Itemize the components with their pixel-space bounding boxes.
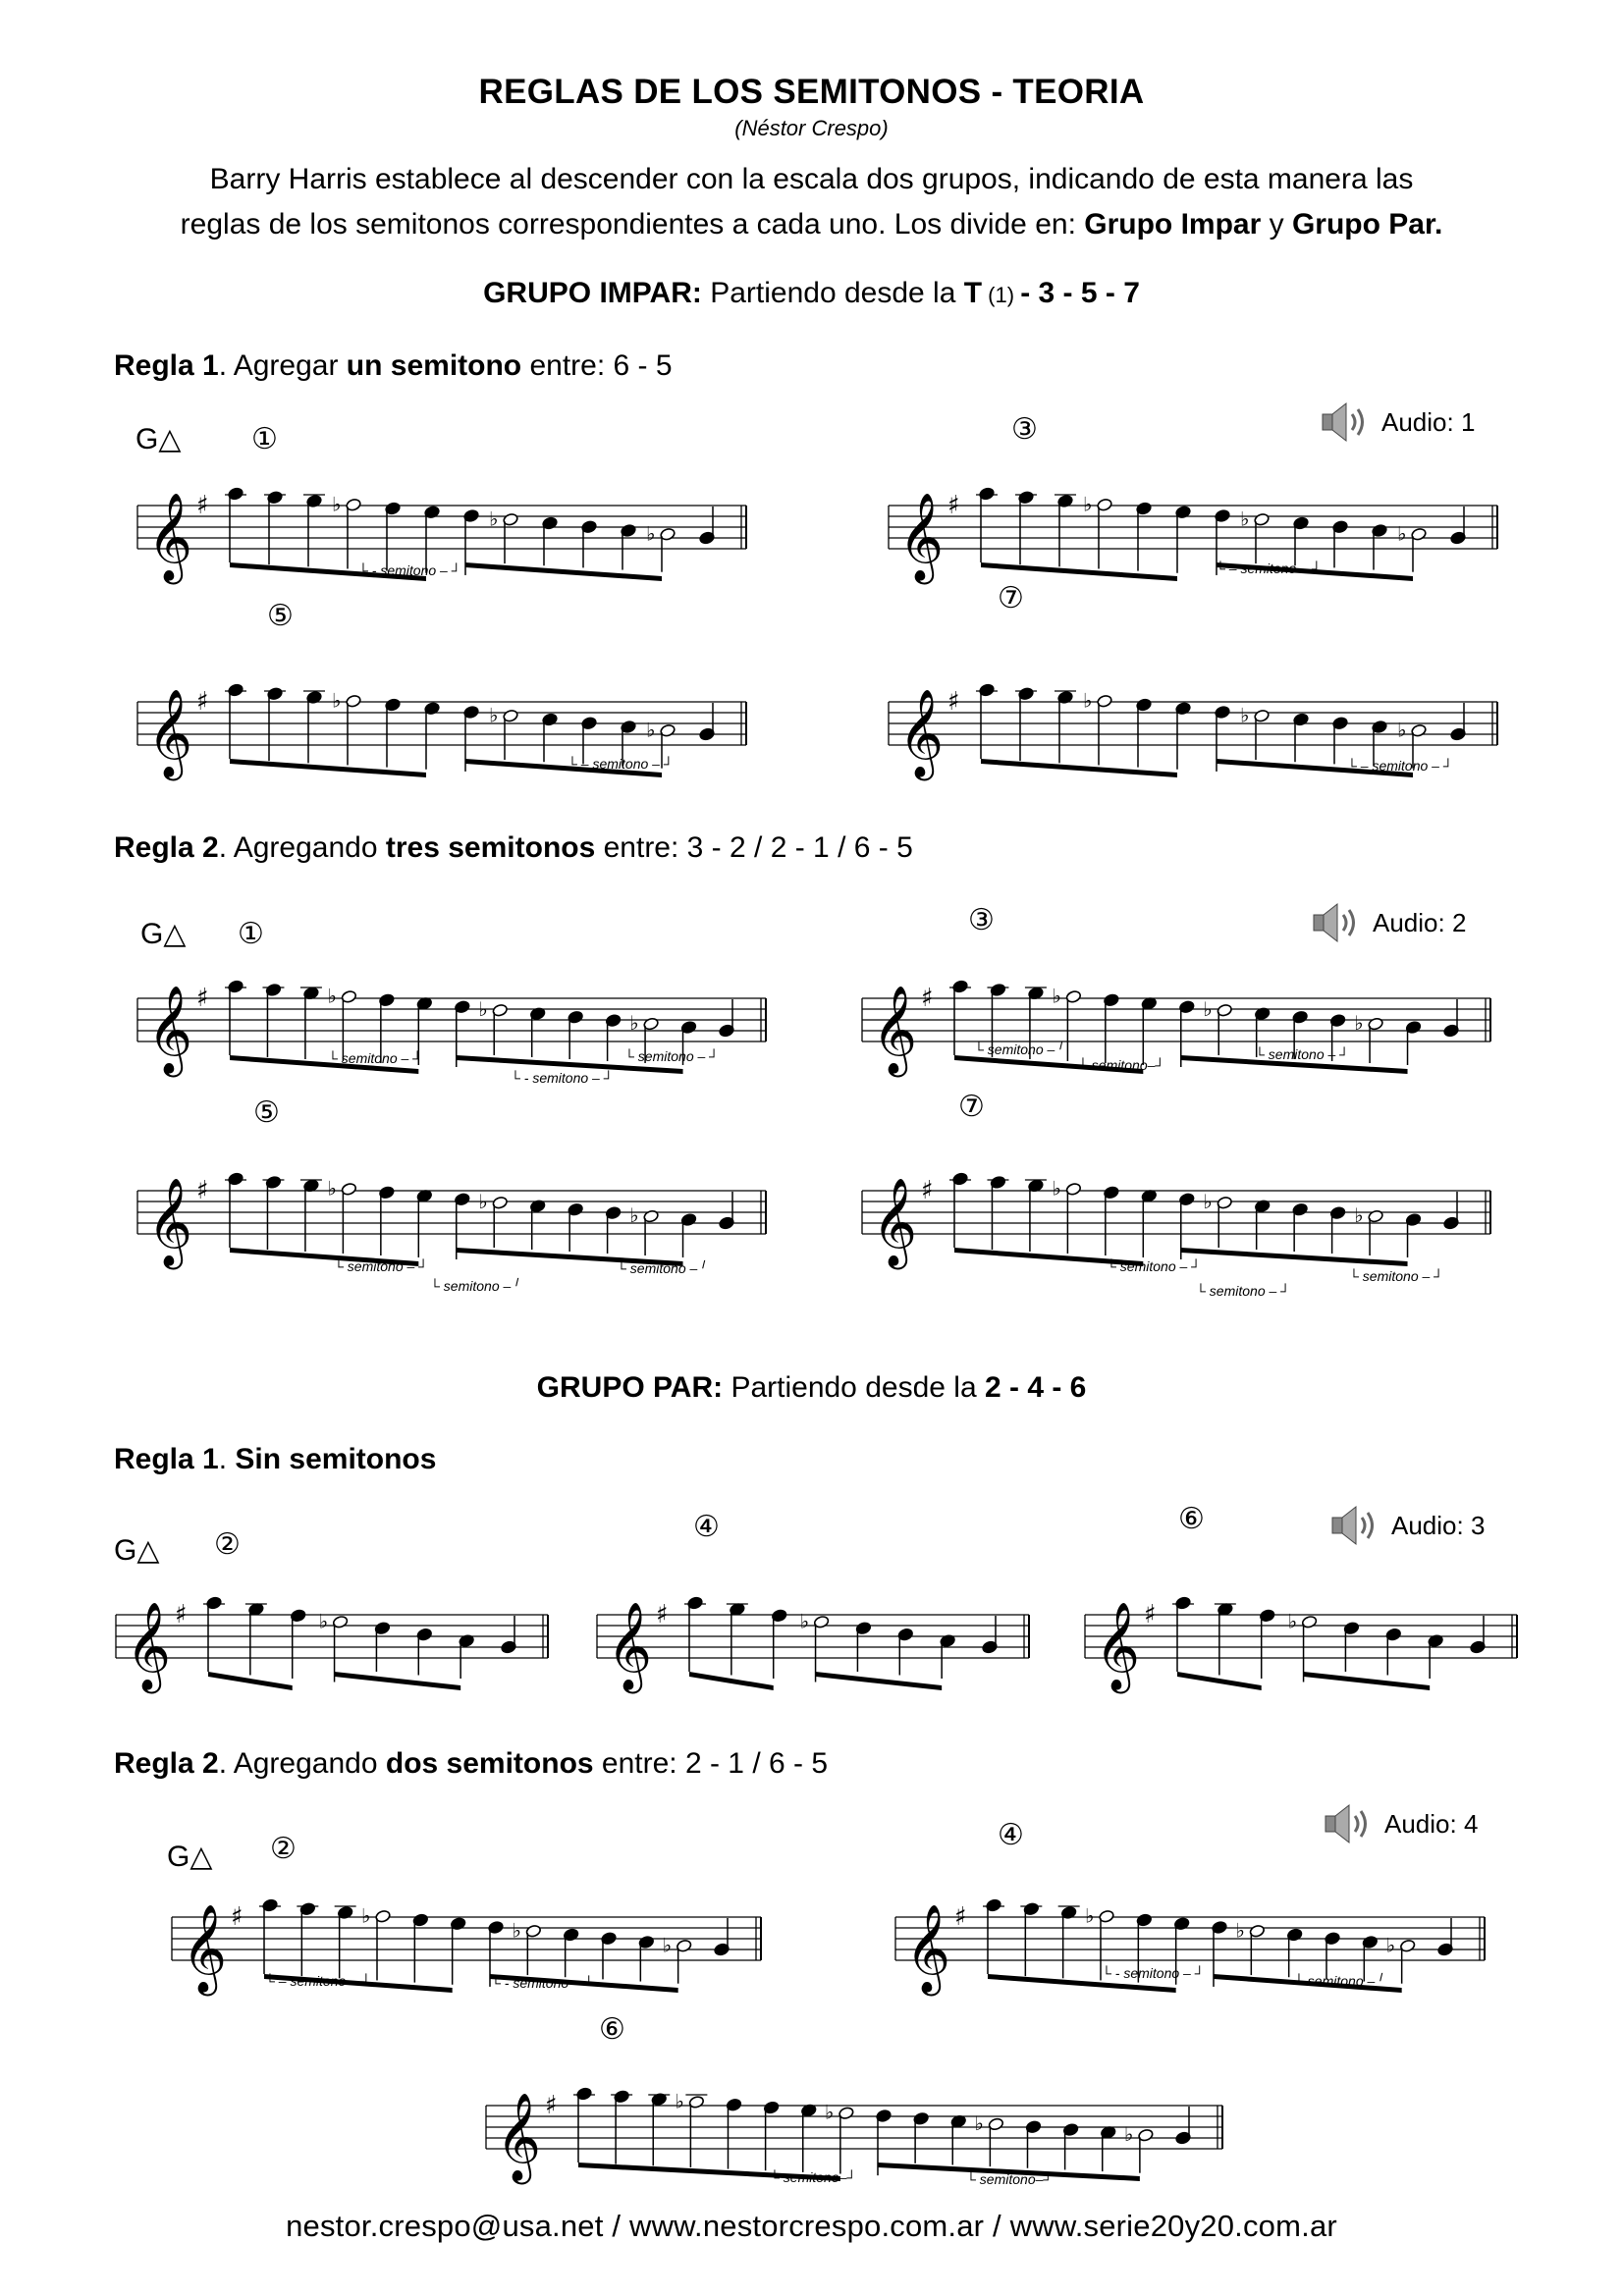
semitono-label: └ semitono –╵ — [617, 1260, 706, 1276]
beam — [981, 562, 1177, 581]
flat-icon: ♭ — [974, 2110, 984, 2135]
semitono-label: └ semitono – ┘ — [1255, 1046, 1350, 1062]
audio-3[interactable] — [1330, 1504, 1485, 1547]
flat-icon: ♭ — [629, 1203, 639, 1228]
treble-clef-icon: 𝄞 — [898, 689, 945, 777]
audio-label: Audio: 2 — [1373, 907, 1467, 937]
sharp-icon: ♯ — [954, 1902, 967, 1932]
degree-list: 2 - 4 - 6 — [984, 1371, 1087, 1404]
impar-rule-2 — [114, 831, 913, 865]
degree-list: - 3 - 5 - 7 — [1020, 277, 1140, 309]
sharp-icon: ♯ — [921, 1176, 934, 1205]
semitono-label: └ semitono –╵ — [1294, 1973, 1383, 1989]
semitono-label: └ - semitono – ┘ — [491, 1975, 594, 1991]
chord-symbol: G△ — [167, 1841, 213, 1873]
rule-number: Regla 2 — [114, 1747, 219, 1780]
treble-clef-icon: 𝄞 — [496, 2093, 542, 2181]
flat-icon: ♭ — [646, 521, 656, 546]
sharp-icon: ♯ — [947, 491, 960, 520]
rule-emphasis: Sin semitonos — [235, 1443, 437, 1475]
beam — [981, 759, 1177, 777]
semitono-label: └ – semitono – ┘ — [1216, 561, 1322, 576]
flat-icon: ♭ — [799, 1609, 810, 1633]
sharp-icon: ♯ — [545, 2091, 558, 2120]
rule-text: entre: 3 - 2 / 2 - 1 / 6 - 5 — [595, 831, 913, 864]
beam — [335, 1672, 461, 1690]
treble-clef-icon: 𝄞 — [872, 1178, 918, 1266]
treble-clef-icon: 𝄞 — [607, 1602, 653, 1690]
degree-marker: ⑤ — [267, 600, 294, 632]
flat-icon: ♭ — [478, 997, 488, 1022]
flat-icon: ♭ — [332, 492, 342, 516]
semitono-label: └ semitono –╵ — [974, 1041, 1063, 1057]
flat-icon: ♭ — [675, 2089, 684, 2113]
rule-number: Regla 1 — [114, 349, 219, 382]
audio-label: Audio: 3 — [1391, 1510, 1486, 1540]
audio-4[interactable] — [1324, 1802, 1478, 1845]
section-grupo-par — [0, 1371, 1623, 1405]
section-grupo-impar — [0, 277, 1623, 310]
audio-label: Audio: 4 — [1384, 1808, 1479, 1839]
staff-par-r1-6 — [1085, 1571, 1517, 1698]
treble-clef-icon: 𝄞 — [126, 1602, 172, 1690]
intro-paragraph — [79, 157, 1544, 247]
chord-symbol: G△ — [135, 423, 182, 455]
semitono-label: └ semitono–┘ — [1078, 1057, 1165, 1073]
rule-emphasis: dos semitonos — [385, 1747, 594, 1780]
beam — [816, 1672, 943, 1690]
sharp-icon: ♯ — [231, 1902, 243, 1932]
semitono-label: └ semitono–┘ — [966, 2171, 1054, 2187]
flat-icon: ♭ — [478, 1190, 488, 1214]
staff-par-r2-4 — [895, 1873, 1485, 2001]
rule-text: . — [218, 1443, 236, 1475]
degree-marker: ③ — [1011, 413, 1038, 446]
sharp-icon: ♯ — [656, 1600, 669, 1629]
rule-number: Regla 2 — [114, 831, 219, 864]
treble-clef-icon: 𝄞 — [1095, 1602, 1141, 1690]
sharp-icon: ♯ — [1144, 1600, 1157, 1629]
rule-emphasis: tres semitonos — [385, 831, 596, 864]
semitono-label: └ semitono – ┘ — [624, 1048, 720, 1064]
beam — [465, 562, 662, 581]
section-text: Partiendo desde la — [701, 277, 964, 309]
tonic: T — [963, 277, 983, 309]
semitono-label: └ – semitono – ┘ — [265, 1973, 371, 1989]
degree-marker: ⑥ — [599, 2013, 625, 2046]
tonic-number: (1) — [982, 283, 1021, 307]
chord-symbol: G△ — [114, 1534, 160, 1567]
treble-clef-icon: 𝄞 — [147, 689, 193, 777]
semitono-label: └ - semitono – ┘ — [1102, 1965, 1205, 1981]
semitono-label: └ semitono – ┘ — [1107, 1258, 1202, 1274]
rule-text: entre: 2 - 1 / 6 - 5 — [593, 1747, 829, 1780]
flat-icon: ♭ — [1123, 2122, 1134, 2147]
treble-clef-icon: 𝄞 — [898, 493, 945, 581]
impar-rule-1 — [114, 349, 673, 383]
semitono-label: └ semitono–┘ — [770, 2169, 857, 2185]
staff-impar-r2-7 — [862, 1147, 1490, 1274]
audio-2[interactable] — [1312, 901, 1466, 944]
flat-icon: ♭ — [1287, 1609, 1298, 1633]
intro-text: y — [1261, 208, 1292, 240]
degree-marker: ⑦ — [958, 1091, 985, 1123]
flat-icon: ♭ — [1397, 521, 1407, 546]
flat-icon: ♭ — [1052, 984, 1061, 1008]
section-label: GRUPO IMPAR: — [483, 277, 702, 309]
rule-text: . Agregando — [218, 1747, 386, 1780]
grupo-impar-term: Grupo Impar — [1084, 208, 1262, 240]
audio-label: Audio: 1 — [1381, 406, 1476, 437]
degree-marker: ③ — [968, 904, 995, 936]
treble-clef-icon: 𝄞 — [147, 493, 193, 581]
sharp-icon: ♯ — [196, 1176, 209, 1205]
rule-text: . Agregando — [218, 831, 386, 864]
flat-icon: ♭ — [662, 1933, 673, 1957]
flat-icon: ♭ — [646, 718, 656, 742]
staff-par-r2-2 — [172, 1873, 761, 2001]
section-label: GRUPO PAR: — [536, 1371, 724, 1404]
degree-marker: ④ — [998, 1819, 1024, 1851]
speaker-icon — [1330, 1504, 1383, 1547]
rule-number: Regla 1 — [114, 1443, 219, 1475]
semitono-label: └ semitono – ┘ — [334, 1258, 429, 1274]
flat-icon: ♭ — [327, 1176, 337, 1201]
semitono-label: └ semitono –╵ — [430, 1278, 519, 1294]
flat-icon: ♭ — [361, 1903, 371, 1928]
degree-marker: ⑥ — [1178, 1503, 1205, 1535]
sharp-icon: ♯ — [175, 1600, 188, 1629]
degree-marker: ⑤ — [253, 1096, 280, 1129]
staff-impar-r2-5 — [137, 1147, 766, 1274]
semitono-label: └ - semitono – ┘ — [358, 562, 461, 578]
beam — [230, 759, 426, 777]
rule-emphasis: un semitono — [346, 349, 522, 382]
flat-icon: ♭ — [1235, 1918, 1245, 1943]
section-text: Partiendo desde la — [723, 1371, 985, 1404]
sharp-icon: ♯ — [947, 687, 960, 717]
flat-icon: ♭ — [629, 1011, 639, 1036]
flat-icon: ♭ — [327, 984, 337, 1008]
staff-par-r1-2 — [116, 1571, 548, 1698]
treble-clef-icon: 𝄞 — [147, 986, 193, 1074]
flat-icon: ♭ — [824, 2100, 835, 2124]
flat-icon: ♭ — [489, 507, 499, 531]
page-title: REGLAS DE LOS SEMITONOS - TEORIA — [478, 73, 1145, 111]
flat-icon: ♭ — [318, 1609, 329, 1633]
intro-line-2 — [79, 202, 1544, 247]
degree-marker: ② — [214, 1528, 241, 1561]
flat-icon: ♭ — [1203, 997, 1213, 1022]
flat-icon: ♭ — [1354, 1011, 1364, 1036]
beam — [1304, 1672, 1431, 1690]
intro-text: reglas de los semitonos correspondientes a cada uno. Los divide en: — [180, 208, 1085, 240]
degree-marker: ① — [251, 423, 278, 455]
intro-line-1: Barry Harris establece al descender con la escala dos grupos, indicando de esta manera las — [209, 163, 1414, 195]
sharp-icon: ♯ — [196, 984, 209, 1013]
degree-marker: ① — [238, 918, 264, 950]
grupo-par-term: Grupo Par. — [1291, 208, 1443, 240]
sharp-icon: ♯ — [921, 984, 934, 1013]
speaker-icon — [1312, 901, 1365, 944]
speaker-icon — [1324, 1802, 1377, 1845]
par-rule-1 — [114, 1443, 436, 1476]
degree-marker: ⑦ — [998, 582, 1024, 614]
flat-icon: ♭ — [489, 703, 499, 727]
flat-icon: ♭ — [1240, 507, 1250, 531]
treble-clef-icon: 𝄞 — [872, 986, 918, 1074]
flat-icon: ♭ — [512, 1918, 521, 1943]
semitono-label: └ semitono – ┘ — [328, 1050, 423, 1066]
flat-icon: ♭ — [1085, 1903, 1095, 1928]
flat-icon: ♭ — [1083, 492, 1093, 516]
semitono-label: └ – semitono – ┘ — [1347, 758, 1453, 774]
flat-icon: ♭ — [1083, 688, 1093, 713]
flat-icon: ♭ — [1397, 718, 1407, 742]
degree-marker: ② — [270, 1833, 297, 1865]
flat-icon: ♭ — [1052, 1176, 1061, 1201]
flat-icon: ♭ — [1240, 703, 1250, 727]
flat-icon: ♭ — [332, 688, 342, 713]
semitono-label: └ - semitono – ┘ — [511, 1070, 614, 1086]
footer-contact: nestor.crespo@usa.net / www.nestorcrespo.com.ar / www.serie20y20.com.ar — [286, 2209, 1337, 2243]
flat-icon: ♭ — [1385, 1933, 1396, 1957]
rule-text: . Agregar — [218, 349, 347, 382]
audio-1[interactable] — [1321, 400, 1475, 444]
staff-impar-r2-3 — [862, 954, 1490, 1082]
flat-icon: ♭ — [1203, 1190, 1213, 1214]
semitono-label: └ – semitono – ┘ — [568, 756, 674, 772]
flat-icon: ♭ — [1354, 1203, 1364, 1228]
sharp-icon: ♯ — [196, 491, 209, 520]
chord-symbol: G△ — [140, 918, 187, 950]
author: (Néstor Crespo) — [734, 116, 889, 140]
semitono-label: └ semitono – ┘ — [1196, 1283, 1291, 1299]
staff-par-r1-4 — [597, 1571, 1029, 1698]
sharp-icon: ♯ — [196, 687, 209, 717]
treble-clef-icon: 𝄞 — [905, 1904, 951, 1993]
treble-clef-icon: 𝄞 — [147, 1178, 193, 1266]
speaker-icon — [1321, 400, 1374, 444]
rule-text: entre: 6 - 5 — [521, 349, 673, 382]
treble-clef-icon: 𝄞 — [182, 1904, 228, 1993]
staff-impar-r1-3 — [889, 461, 1497, 589]
degree-marker: ④ — [693, 1511, 720, 1543]
par-rule-2 — [114, 1747, 828, 1781]
semitono-label: └ semitono – ┘ — [1349, 1268, 1444, 1284]
